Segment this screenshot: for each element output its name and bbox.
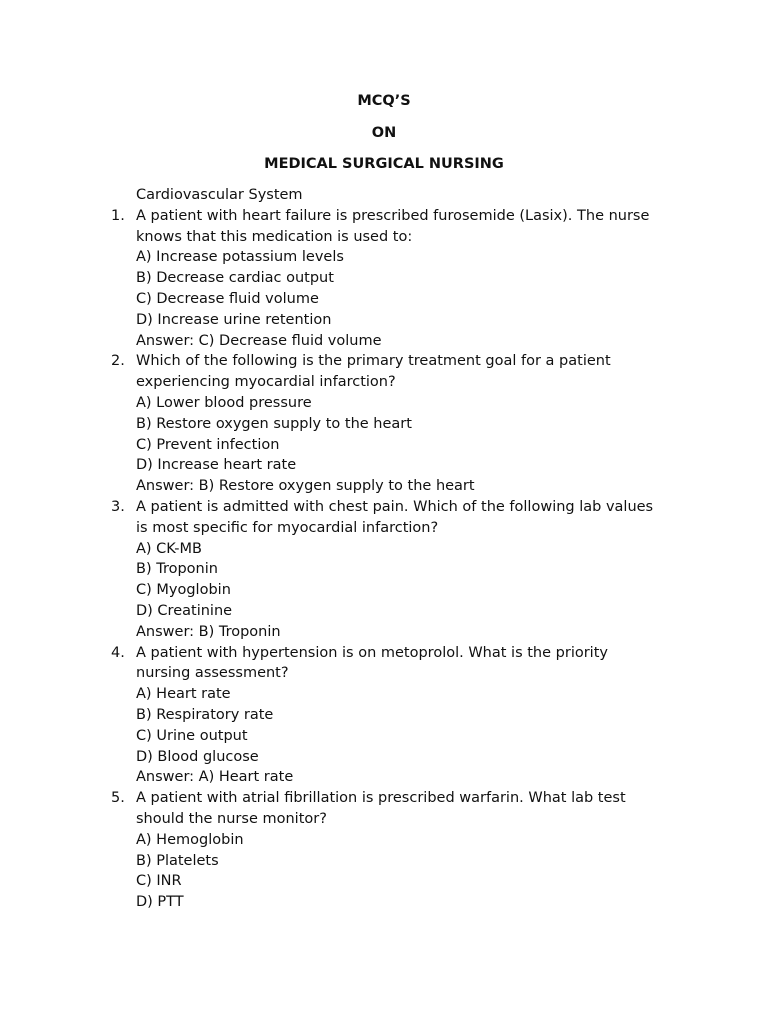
question-4-option-a: A) Heart rate	[136, 686, 231, 703]
question-4-option-b: B) Respiratory rate	[136, 706, 274, 723]
question-2-option-c: C) Prevent infection	[136, 436, 280, 453]
question-2-line-2: experiencing myocardial infarction?	[136, 374, 396, 391]
question-3-option-c: C) Myoglobin	[136, 582, 231, 599]
question-5-option-a: A) Hemoglobin	[136, 831, 244, 848]
question-4-option-c: C) Urine output	[136, 727, 248, 744]
mcq-content	[111, 185, 696, 913]
question-4-line-2: nursing assessment?	[136, 665, 289, 682]
question-1-number: 1.	[111, 207, 125, 224]
question-3-option-d: D) Creatinine	[136, 602, 233, 619]
question-5	[111, 788, 696, 913]
question-5-line-2: should the nurse monitor?	[136, 810, 327, 827]
question-3-line-2: is most specific for myocardial infarction?	[136, 519, 439, 536]
question-2	[111, 351, 696, 497]
question-3	[111, 497, 696, 643]
question-5-option-c: C) INR	[136, 873, 182, 890]
question-2-text-1: Which of the following is the primary treatment goal for a patient	[136, 353, 611, 370]
question-3-line-1	[111, 497, 696, 518]
question-2-answer: Answer: B) Restore oxygen supply to the heart	[136, 478, 475, 495]
title-line-3: MEDICAL SURGICAL NURSING	[264, 156, 504, 172]
question-4-answer: Answer: A) Heart rate	[136, 769, 294, 786]
question-5-option-b: B) Platelets	[136, 852, 219, 869]
question-3-text-1: A patient is admitted with chest pain. Which of the following lab values	[136, 498, 654, 515]
question-1-option-d: D) Increase urine retention	[136, 311, 332, 328]
question-3-option-b: B) Troponin	[136, 561, 218, 578]
question-1-option-a: A) Increase potassium levels	[136, 249, 344, 266]
question-4-text-1: A patient with hypertension is on metoprolol. What is the priority	[136, 644, 608, 661]
question-5-option-d: D) PTT	[136, 894, 184, 911]
question-1-answer: Answer: C) Decrease fluid volume	[136, 332, 382, 349]
question-3-number: 3.	[111, 498, 125, 515]
question-1-text-1: A patient with heart failure is prescribed furosemide (Lasix). The nurse	[136, 207, 650, 224]
question-2-option-b: B) Restore oxygen supply to the heart	[136, 415, 412, 432]
question-5-text-1: A patient with atrial fibrillation is prescribed warfarin. What lab test	[136, 790, 626, 807]
question-4	[111, 643, 696, 789]
title-line-2: ON	[371, 125, 397, 141]
question-1-line-1	[111, 206, 696, 227]
question-5-number: 5.	[111, 790, 125, 807]
question-4-line-1	[111, 643, 696, 664]
section-heading: Cardiovascular System	[136, 187, 303, 203]
question-4-option-d: D) Blood glucose	[136, 748, 259, 765]
question-1-line-2: knows that this medication is used to:	[136, 228, 413, 245]
question-2-line-1	[111, 351, 696, 372]
question-1	[111, 206, 696, 352]
question-2-option-a: A) Lower blood pressure	[136, 394, 312, 411]
question-2-option-d: D) Increase heart rate	[136, 457, 297, 474]
title-line-1: MCQ’S	[357, 93, 411, 109]
question-1-option-c: C) Decrease fluid volume	[136, 290, 319, 307]
question-2-number: 2.	[111, 353, 125, 370]
question-1-option-b: B) Decrease cardiac output	[136, 270, 334, 287]
question-4-number: 4.	[111, 644, 125, 661]
question-3-option-a: A) CK-MB	[136, 540, 202, 557]
question-5-line-1	[111, 788, 696, 809]
question-3-answer: Answer: B) Troponin	[136, 623, 281, 640]
